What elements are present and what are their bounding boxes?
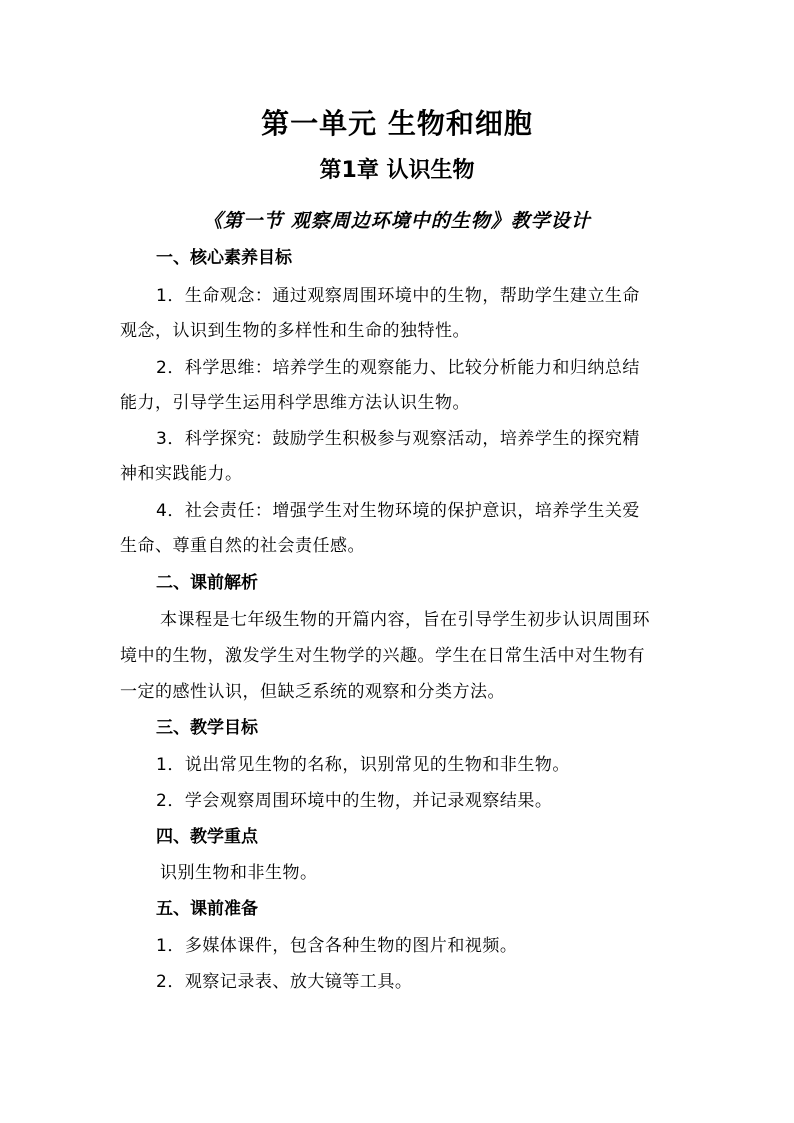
section-title: 《第一节 观察周边环境中的生物》教学设计: [203, 210, 591, 232]
unit-title: 第一单元 生物和细胞: [261, 107, 533, 140]
body-line: 2．科学思维：培养学生的观察能力、比较分析能力和归纳总结: [156, 358, 640, 378]
chapter-title: 第1章 认识生物: [319, 158, 475, 183]
heading-teaching-focus: 四、教学重点: [156, 827, 258, 847]
body-line: 2．学会观察周围环境中的生物，并记录观察结果。: [156, 791, 553, 811]
body-line: 1．生命观念：通过观察周围环境中的生物，帮助学生建立生命: [156, 286, 640, 306]
heading-preparation: 五、课前准备: [156, 899, 258, 919]
body-line: 观念，认识到生物的多样性和生命的独特性。: [120, 321, 470, 341]
body-line: 境中的生物，激发学生对生物学的兴趣。学生在日常生活中对生物有: [120, 646, 645, 666]
heading-pre-class-analysis: 二、课前解析: [156, 573, 258, 593]
body-line: 1．说出常见生物的名称，识别常见的生物和非生物。: [156, 755, 570, 775]
body-line: 1．多媒体课件，包含各种生物的图片和视频。: [156, 936, 518, 956]
body-line: 本课程是七年级生物的开篇内容，旨在引导学生初步认识周围环: [160, 610, 650, 630]
heading-teaching-goals: 三、教学目标: [156, 718, 258, 738]
body-line: 一定的感性认识，但缺乏系统的观察和分类方法。: [120, 682, 505, 702]
body-line: 2．观察记录表、放大镜等工具。: [156, 972, 413, 992]
body-line: 生命、尊重自然的社会责任感。: [120, 536, 365, 556]
body-line: 能力，引导学生运用科学思维方法认识生物。: [120, 393, 470, 413]
body-line: 3．科学探究：鼓励学生积极参与观察活动，培养学生的探究精: [156, 429, 640, 449]
body-line: 识别生物和非生物。: [160, 863, 318, 883]
body-line: 4．社会责任：增强学生对生物环境的保护意识，培养学生关爱: [156, 501, 640, 521]
heading-core-goals: 一、核心素养目标: [156, 248, 292, 268]
body-line: 神和实践能力。: [120, 464, 243, 484]
